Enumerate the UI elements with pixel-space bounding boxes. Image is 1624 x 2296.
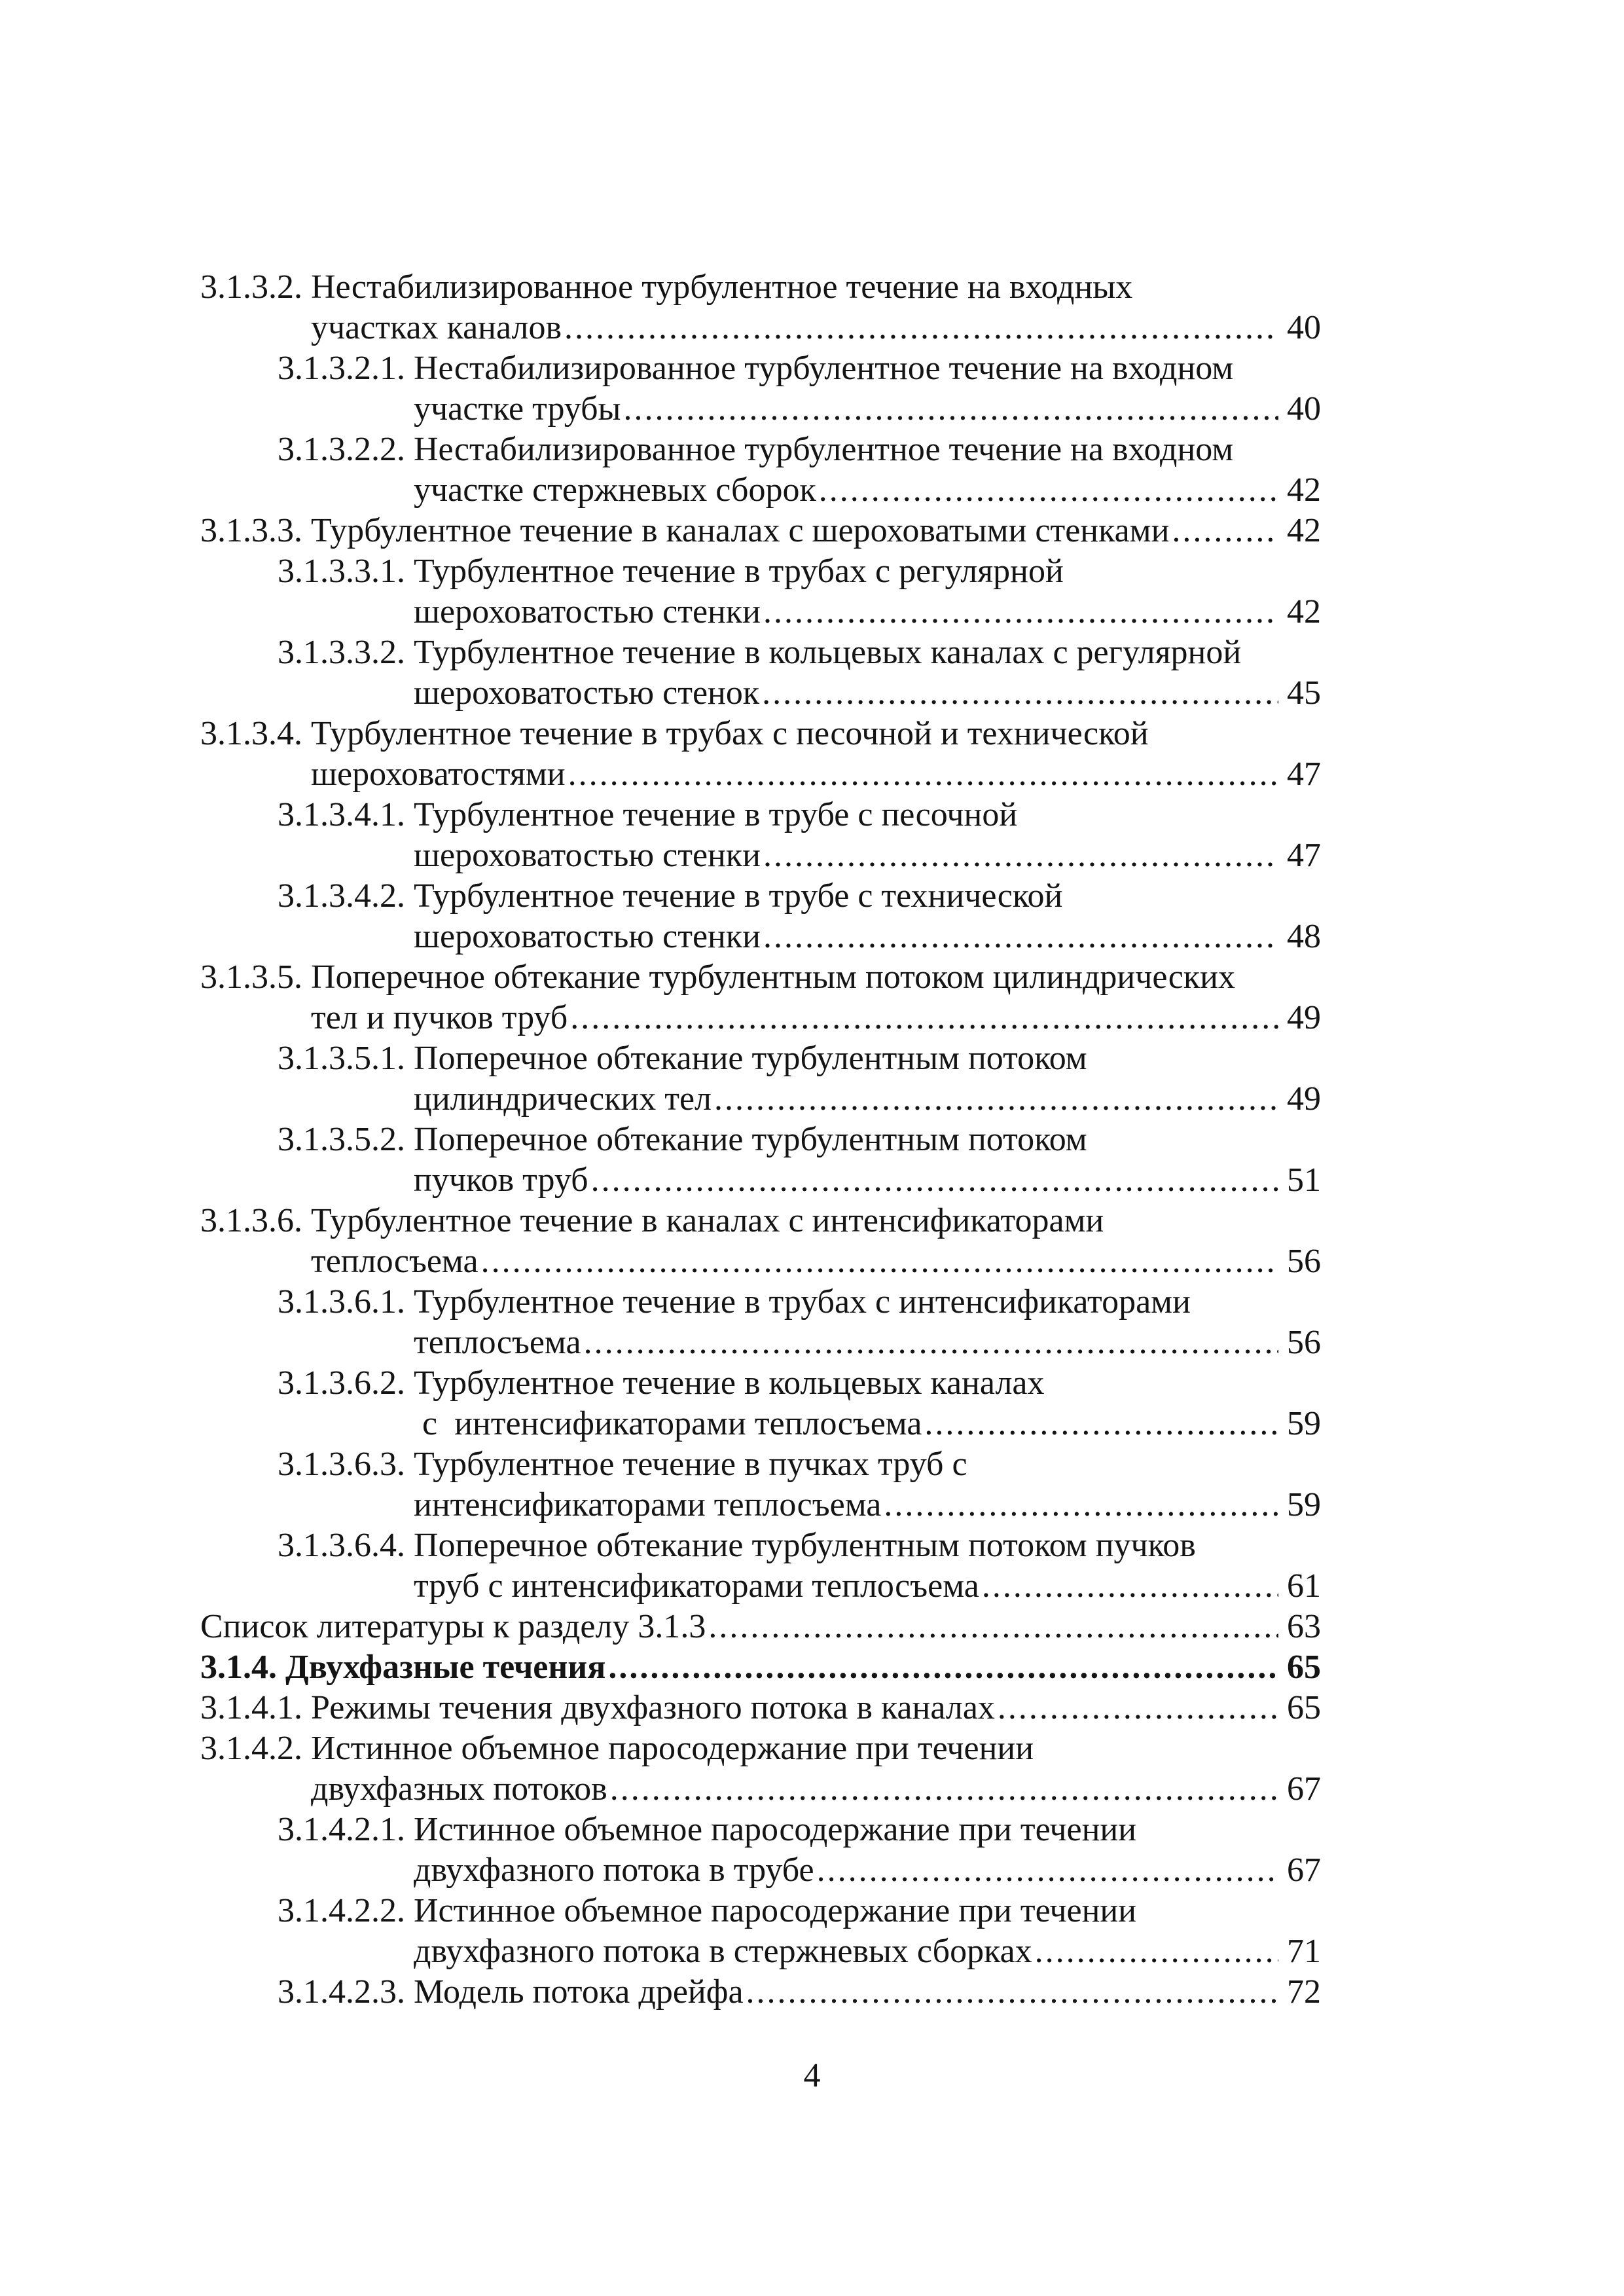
dot-leader [1172, 511, 1278, 551]
dot-leader [982, 1566, 1278, 1607]
toc-entry-title: участках каналов [311, 309, 562, 346]
toc-entry [200, 1444, 1321, 1525]
dot-leader [714, 1079, 1278, 1120]
toc-entry-title: Поперечное обтекание турбулентным потоком цилиндрических [311, 958, 1235, 996]
toc-entry [200, 1607, 1321, 1647]
toc-entry-page: 67 [1287, 1770, 1321, 1808]
toc-entry-title: Поперечное обтекание турбулентным потоком [414, 1040, 1087, 1077]
dot-leader [584, 1322, 1278, 1363]
toc-entry-title: участке стержневых сборок [414, 471, 816, 509]
toc-entry-number: 3.1.3.6.3. [278, 1446, 414, 1483]
dot-leader [762, 673, 1278, 714]
toc-entry-page: 71 [1287, 1933, 1321, 1970]
toc-entry-number: 3.1.3.3. [200, 512, 311, 549]
dot-leader [570, 998, 1278, 1038]
toc-entry-number: 3.1.3.3.1. [278, 553, 414, 590]
toc-entry-title: Список литературы к разделу 3.1.3 [200, 1608, 706, 1645]
toc-entry-title: Истинное объемное паросодержание при течении [311, 1730, 1034, 1767]
toc-entry-number: 3.1.4.1. [200, 1689, 311, 1726]
toc-entry-title: Турбулентное течение в трубе с технической [414, 877, 1063, 915]
dot-leader [998, 1688, 1278, 1728]
toc-entry-title: Истинное объемное паросодержание при течении [414, 1892, 1137, 1929]
toc-entry [200, 1201, 1321, 1282]
toc-entry [200, 876, 1321, 957]
toc-entry-page: 40 [1287, 309, 1321, 346]
dot-leader [819, 470, 1278, 511]
toc-entry-title: двухфазного потока в стержневых сборках [414, 1933, 1032, 1970]
toc-entry [200, 1120, 1321, 1201]
toc-entry-page: 48 [1287, 918, 1321, 955]
toc-entry-title: шероховатостью стенки [414, 918, 761, 955]
toc-entry-title: Нестабилизированное турбулентное течение на входном [414, 431, 1234, 468]
toc-entry [200, 632, 1321, 714]
toc-entry-title: пучков труб [414, 1161, 588, 1199]
toc-entry-number: 3.1.3.5.2. [278, 1121, 414, 1158]
toc-entry-page: 45 [1287, 674, 1321, 712]
toc-entry [200, 267, 1321, 348]
dot-leader [763, 592, 1278, 632]
toc-entry-page: 67 [1287, 1851, 1321, 1889]
dot-leader [817, 1850, 1278, 1891]
toc-entry-title: Турбулентное течение в трубах с интенсификаторами [414, 1283, 1191, 1321]
toc-entry [200, 714, 1321, 795]
toc-entry [200, 1647, 1321, 1688]
dot-leader [610, 1769, 1278, 1810]
toc-entry [200, 1810, 1321, 1891]
toc-entry-number: 3.1.3.6.2. [278, 1364, 414, 1402]
dot-leader [591, 1160, 1278, 1201]
toc-entry-number: 3.1.4.2.1. [278, 1811, 414, 1848]
toc-entry-page: 47 [1287, 837, 1321, 874]
toc-entry-page: 49 [1287, 1080, 1321, 1118]
dot-leader [568, 754, 1278, 795]
dot-leader [481, 1241, 1278, 1282]
toc-entry-page: 56 [1287, 1243, 1321, 1280]
toc-entry-page: 42 [1287, 593, 1321, 630]
toc-entry [200, 348, 1321, 429]
toc-entry-title: Режимы течения двухфазного потока в каналах [311, 1689, 995, 1726]
toc-entry-title: двухфазных потоков [311, 1770, 607, 1808]
toc-entry-title: Нестабилизированное турбулентное течение на входных [311, 268, 1133, 306]
dot-leader [763, 835, 1278, 876]
toc-entry [200, 1728, 1321, 1810]
toc-entry-page: 49 [1287, 999, 1321, 1036]
toc-entry [200, 957, 1321, 1038]
toc-entry-title: тел и пучков труб [311, 999, 568, 1036]
toc-entry [200, 795, 1321, 876]
toc-entry-number: 3.1.3.6. [200, 1202, 311, 1239]
toc-entry-number: 3.1.3.3.2. [278, 634, 414, 671]
toc-entry [200, 1891, 1321, 1972]
toc-entry-title: Турбулентное течение в каналах с шероховатыми стенками [311, 512, 1170, 549]
toc-entry-title: Турбулентное течение в кольцевых каналах [414, 1364, 1045, 1402]
toc-entry-title: Истинное объемное паросодержание при течении [414, 1811, 1137, 1848]
toc-entry-title: Поперечное обтекание турбулентным потоком [414, 1121, 1087, 1158]
toc-entry-page: 59 [1287, 1405, 1321, 1442]
toc-entry [200, 1525, 1321, 1607]
toc-entry-title: интенсификаторами теплосъема [414, 1486, 882, 1523]
toc-entry [200, 1972, 1321, 2013]
toc-entry-page: 42 [1287, 512, 1321, 549]
toc-entry-page: 65 [1287, 1649, 1321, 1686]
toc-entry-title: Турбулентное течение в трубе с песочной [414, 796, 1018, 833]
toc-entry-title: теплосъема [311, 1243, 478, 1280]
toc-entry [200, 1282, 1321, 1363]
toc-entry [200, 511, 1321, 551]
toc-entry-title: 3.1.4. Двухфазные течения [200, 1649, 606, 1686]
toc-entry-number: 3.1.3.2.2. [278, 431, 414, 468]
toc-entry-title: труб с интенсификаторами теплосъема [414, 1567, 979, 1605]
toc-entry-page: 61 [1287, 1567, 1321, 1605]
toc-entry [200, 1363, 1321, 1444]
toc-entry-title: Турбулентное течение в каналах с интенсификаторами [311, 1202, 1104, 1239]
toc-entry-page: 65 [1287, 1689, 1321, 1726]
toc-entry-title: шероховатостями [311, 756, 566, 793]
dot-leader [564, 308, 1278, 348]
dot-leader [746, 1972, 1278, 2013]
toc-entry-number: 3.1.3.4.1. [278, 796, 414, 833]
toc-entry-number: 3.1.3.2. [200, 268, 311, 306]
toc-entry-title: участке трубы [414, 390, 621, 428]
toc-entry-title: цилиндрических тел [414, 1080, 712, 1118]
toc-entry [200, 551, 1321, 632]
toc-entry-title: с интенсификаторами теплосъема [414, 1405, 922, 1442]
toc-entry-title: Нестабилизированное турбулентное течение на входном [414, 350, 1234, 387]
toc-entry-page: 42 [1287, 471, 1321, 509]
toc-entry-page: 47 [1287, 756, 1321, 793]
toc-entry-number: 3.1.3.2.1. [278, 350, 414, 387]
toc-entry-page: 63 [1287, 1608, 1321, 1645]
toc-entry-number: 3.1.3.5. [200, 958, 311, 996]
toc-entry-number: 3.1.3.4.2. [278, 877, 414, 915]
toc-entry-number: 3.1.4.2. [200, 1730, 311, 1767]
toc-entry-number: 3.1.4.2.3. [278, 1973, 414, 2011]
dot-leader [884, 1485, 1278, 1525]
toc-entry-title: Турбулентное течение в трубах с песочной и технической [311, 715, 1149, 752]
toc-entry-title: теплосъема [414, 1324, 581, 1361]
toc-entry-title: Турбулентное течение в трубах с регулярной [414, 553, 1064, 590]
dot-leader [623, 389, 1278, 429]
toc-entry-page: 51 [1287, 1161, 1321, 1199]
toc-entry-page: 40 [1287, 390, 1321, 428]
toc-entry-number: 3.1.3.5.1. [278, 1040, 414, 1077]
toc-entry-title: двухфазного потока в трубе [414, 1851, 814, 1889]
dot-leader [1035, 1931, 1278, 1972]
toc-entry-page: 59 [1287, 1486, 1321, 1523]
toc-entry-page: 72 [1287, 1973, 1321, 2011]
toc-entry [200, 1038, 1321, 1120]
toc-entry-page: 56 [1287, 1324, 1321, 1361]
toc-entry-title: Поперечное обтекание турбулентным потоком пучков [414, 1527, 1196, 1564]
dot-leader [608, 1647, 1278, 1688]
toc-entry-number: 3.1.3.4. [200, 715, 311, 752]
toc-entry-title: Турбулентное течение в пучках труб с [414, 1446, 967, 1483]
dot-leader [924, 1404, 1278, 1444]
toc-entry [200, 1688, 1321, 1728]
dot-leader [708, 1607, 1278, 1647]
table-of-contents [200, 267, 1321, 2013]
toc-entry-title: Турбулентное течение в кольцевых каналах с регулярной [414, 634, 1242, 671]
toc-entry [200, 429, 1321, 511]
toc-entry-title: Модель потока дрейфа [414, 1973, 744, 2011]
toc-entry-number: 3.1.3.6.4. [278, 1527, 414, 1564]
toc-entry-title: шероховатостью стенок [414, 674, 760, 712]
dot-leader [763, 917, 1278, 957]
toc-entry-number: 3.1.3.6.1. [278, 1283, 414, 1321]
page-number: 4 [803, 2057, 821, 2094]
toc-entry-title: шероховатостью стенки [414, 837, 761, 874]
toc-entry-number: 3.1.4.2.2. [278, 1892, 414, 1929]
toc-entry-title: шероховатостью стенки [414, 593, 761, 630]
